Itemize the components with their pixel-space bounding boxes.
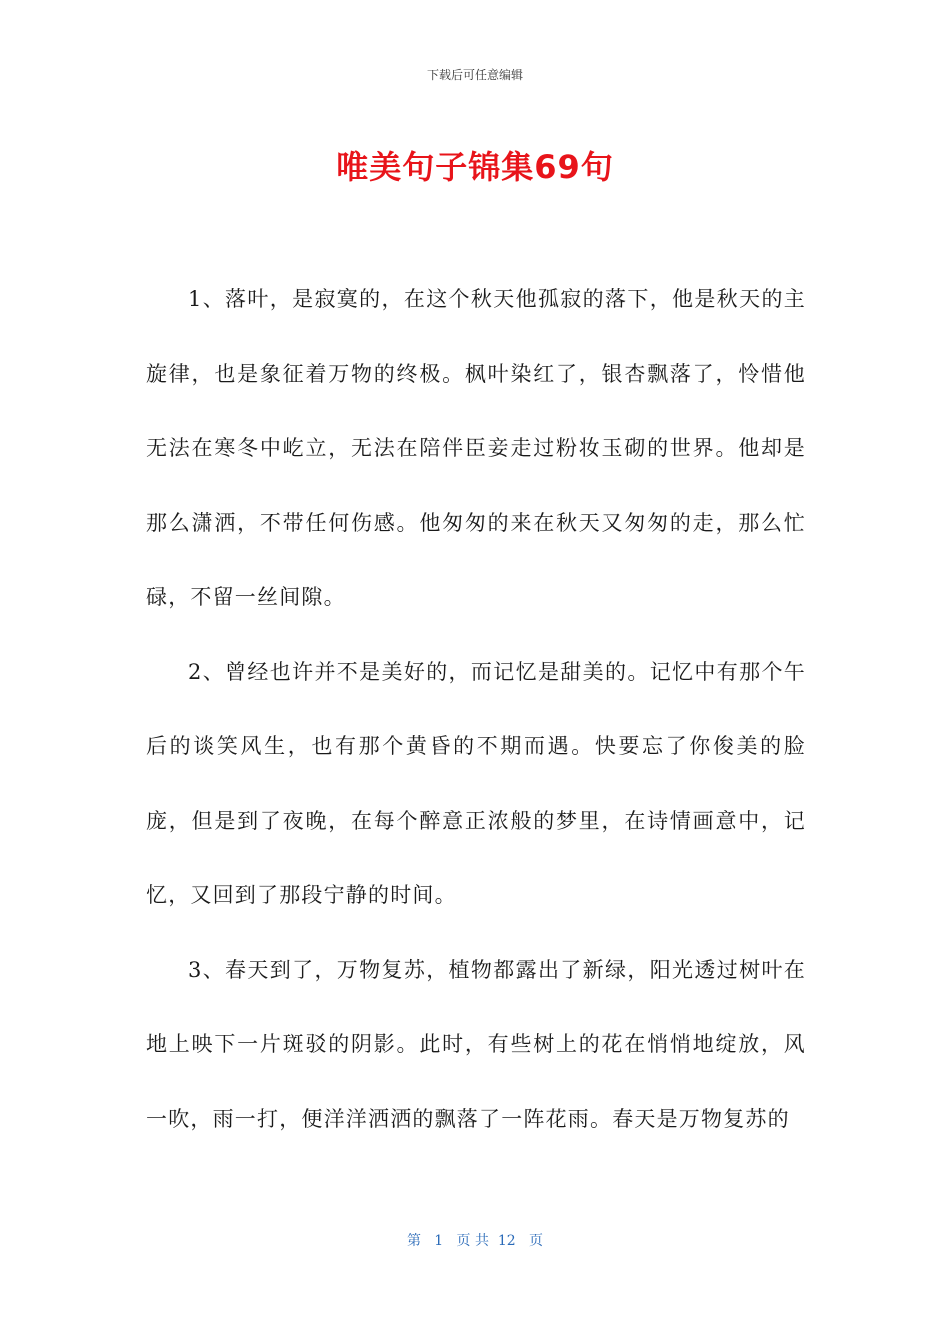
paragraph-3: 3、春天到了，万物复苏，植物都露出了新绿，阳光透过树叶在地上映下一片斑驳的阴影。此时，有些树上的花在悄悄地绽放，风一吹，雨一打，便洋洋洒洒的飘落了一阵花雨。春天是万物复苏的 xyxy=(146,957,806,1131)
paragraph-1: 1、落叶，是寂寞的，在这个秋天他孤寂的落下，他是秋天的主旋律，也是象征着万物的终极。枫叶染红了，银杏飘落了，怜惜他无法在寒冬中屹立，无法在陪伴臣妾走过粉妆玉砌的世界。他却是那么潇洒，不带任何伤感。他匆匆的来在秋天又匆匆的走，那么忙碌，不留一丝间隙。 xyxy=(146,287,806,609)
paragraph-2: 2、曾经也许并不是美好的，而记忆是甜美的。记忆中有那个午后的谈笑风生，也有那个黄昏的不期而遇。快要忘了你俊美的脸庞，但是到了夜晚，在每个醉意正浓般的梦里，在诗情画意中，记忆，又回到了那段宁静的时间。 xyxy=(146,659,806,907)
header-note: 下载后可任意编辑 xyxy=(426,68,523,82)
document-body xyxy=(146,262,806,1156)
page-number: 第 1 页 共 12 页 xyxy=(406,1233,544,1249)
document-title: 唯美句子锦集69句 xyxy=(336,148,614,186)
